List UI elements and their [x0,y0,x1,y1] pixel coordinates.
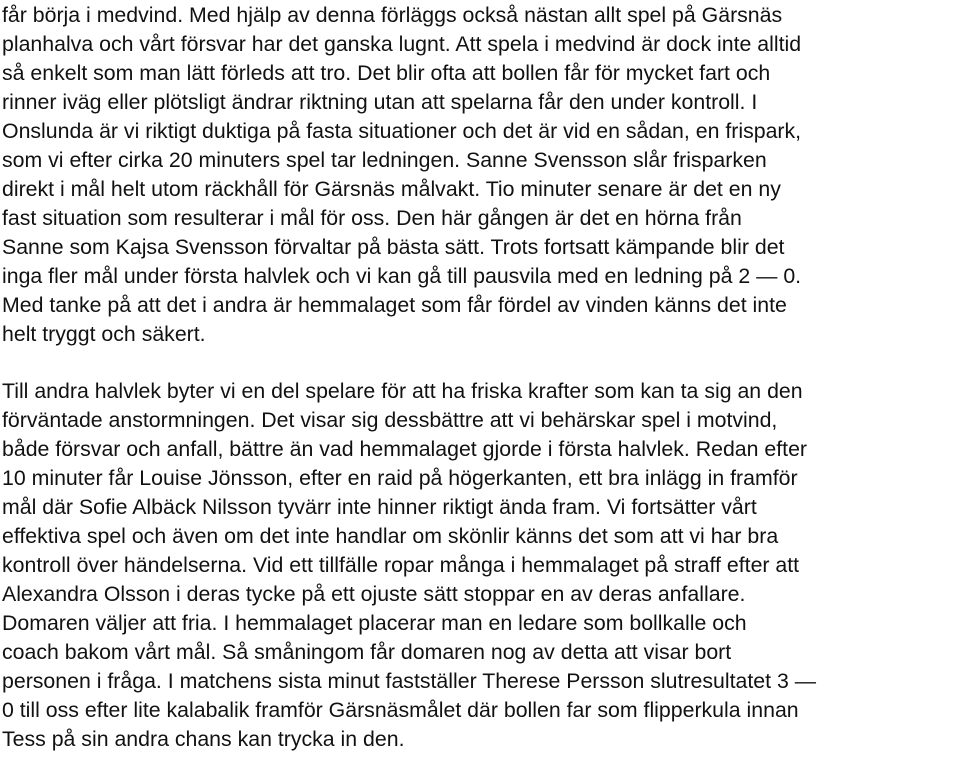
text-line: personen i fråga. I matchens sista minut fastställer Therese Persson slutresultatet 3 — [2,669,817,693]
text-line: både försvar och anfall, bättre än vad hemmalaget gjorde i första halvlek. Redan efter [2,437,808,461]
text-line: Onslunda är vi riktigt duktiga på fasta situationer och det är vid en sådan, en frispark, [2,119,802,143]
text-line: mål där Sofie Albäck Nilsson tyvärr inte hinner riktigt ända fram. Vi fortsätter vårt [2,495,757,519]
text-line: direkt i mål helt utom räckhåll för Gärsnäs målvakt. Tio minuter senare är det en ny [2,177,781,201]
text-line: så enkelt som man lätt förleds att tro. Det blir ofta att bollen får för mycket fart och [2,61,771,85]
text-line: Till andra halvlek byter vi en del spelare för att ha friska krafter som kan ta sig an den [2,379,803,403]
text-line: som vi efter cirka 20 minuters spel tar ledningen. Sanne Svensson slår frisparken [2,148,767,172]
text-line: planhalva och vårt försvar har det ganska lugnt. Att spela i medvind är dock inte alltid [2,32,802,56]
text-line: Domaren väljer att fria. I hemmalaget placerar man en ledare som bollkalle och [2,611,747,635]
text-line: förväntade anstormningen. Det visar sig dessbättre att vi behärskar spel i motvind, [2,408,778,432]
text-line: fast situation som resulterar i mål för oss. Den här gången är det en hörna från [2,206,742,230]
text-line: coach bakom vårt mål. Så småningom får domaren nog av detta att visar bort [2,640,732,664]
text-line: Tess på sin andra chans kan trycka in den. [2,727,405,751]
text-line: helt tryggt och säkert. [2,322,206,346]
text-line: effektiva spel och även om det inte handlar om skönlir känns det som att vi har bra [2,524,779,548]
text-line: rinner iväg eller plötsligt ändrar riktning utan att spelarna får den under kontroll. I [2,90,758,114]
text-line: Sanne som Kajsa Svensson förvaltar på bästa sätt. Trots fortsatt kämpande blir det [2,235,785,259]
text-line: Alexandra Olsson i deras tycke på ett ojuste sätt stoppar en av deras anfallare. [2,582,746,606]
text-line: kontroll över händelserna. Vid ett tillfälle ropar många i hemmalaget på straff efter att [2,553,800,577]
text-line: 10 minuter får Louise Jönsson, efter en raid på högerkanten, ett bra inlägg in framför [2,466,798,490]
text-line: Med tanke på att det i andra är hemmalaget som får fördel av vinden känns det inte [2,293,787,317]
text-line: 0 till oss efter lite kalabalik framför Gärsnäsmålet där bollen far som flipperkula innan [2,698,799,722]
text-line: inga fler mål under första halvlek och vi kan gå till pausvila med en ledning på 2 — 0. [2,264,802,288]
text-line: får börja i medvind. Med hjälp av denna förläggs också nästan allt spel på Gärsnäs [2,3,783,27]
